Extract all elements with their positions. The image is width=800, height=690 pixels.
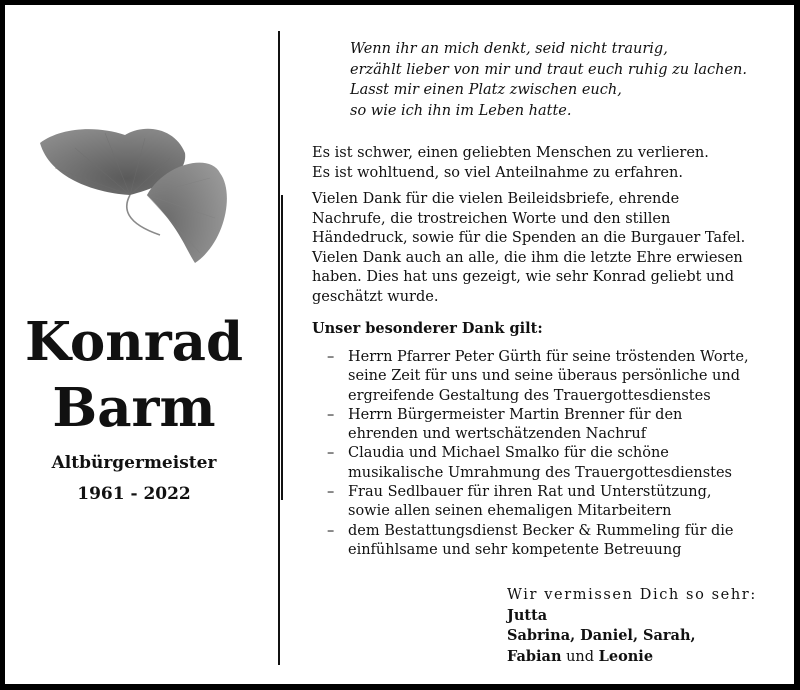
dash-bullet: – <box>327 522 335 539</box>
list-item-line: Claudia und Michael Smalko für die schöne <box>348 445 669 462</box>
thanks-line: Vielen Dank auch an alle, die ihm die letzte Ehre erwiesen <box>312 249 743 266</box>
thanks-paragraph <box>312 190 782 308</box>
poem-line: Lasst mir einen Platz zwischen euch, <box>350 82 622 98</box>
intro-line: Es ist wohltuend, so viel Anteilnahme zu erfahren. <box>312 164 683 181</box>
list-item <box>327 522 787 561</box>
deceased-years: 1961 - 2022 <box>77 484 191 504</box>
ginkgo-leaves-icon <box>35 123 255 268</box>
list-item-line: Frau Sedlbauer für ihren Rat und Unterstützung, <box>348 484 712 501</box>
dash-bullet: – <box>327 406 335 423</box>
special-thanks-heading: Unser besonderer Dank gilt: <box>312 320 543 337</box>
signature-names: Sabrina, Daniel, Sarah, <box>507 627 696 644</box>
list-item <box>327 348 787 406</box>
poem-line: Wenn ihr an mich denkt, seid nicht traurig, <box>350 41 668 57</box>
poem-line: erzählt lieber von mir und traut euch ruhig zu lachen. <box>350 61 747 78</box>
signature-name: Jutta <box>507 606 548 624</box>
deceased-last-name: Barm <box>52 377 216 439</box>
signature-und: und <box>566 648 595 665</box>
signature-name: Fabian <box>507 647 562 665</box>
signature-line: Wir vermissen Dich so sehr: <box>507 587 757 603</box>
divider-line-short <box>281 195 283 500</box>
list-item-line: ehrenden und wertschätzenden Nachruf <box>348 426 647 443</box>
thanks-line: Nachrufe, die trostreichen Worte und den stillen <box>312 210 671 227</box>
deceased-title: Altbürgermeister <box>51 453 217 473</box>
list-item <box>327 483 787 522</box>
list-item-line: dem Bestattungsdienst Becker & Rummeling für die <box>348 522 734 539</box>
thanks-line: Vielen Dank für die vielen Beileidsbriefe, ehrende <box>312 191 680 207</box>
intro-line: Es ist schwer, einen geliebten Menschen zu verlieren. <box>312 145 709 161</box>
list-item <box>327 444 787 483</box>
special-thanks-list <box>327 348 787 560</box>
deceased-first-name: Konrad <box>24 311 244 373</box>
thanks-line: geschätzt wurde. <box>312 288 439 305</box>
thanks-line: haben. Dies hat uns gezeigt, wie sehr Konrad geliebt und <box>312 269 735 286</box>
list-item-line: musikalische Umrahmung des Trauergottesdienstes <box>348 464 732 481</box>
list-item-line: seine Zeit für uns und seine überaus persönliche und <box>348 368 741 385</box>
dash-bullet: – <box>327 445 335 462</box>
signature-name: Leonie <box>598 647 654 665</box>
list-item-line: Herrn Pfarrer Peter Gürth für seine tröstenden Worte, <box>348 349 749 365</box>
obituary-notice <box>5 5 794 684</box>
dash-bullet: – <box>327 484 335 501</box>
list-item-line: ergreifende Gestaltung des Trauergottesdienstes <box>348 387 711 404</box>
dash-bullet: – <box>327 349 335 365</box>
poem-line: so wie ich ihn im Leben hatte. <box>350 102 572 119</box>
list-item <box>327 406 787 445</box>
thanks-line: Händedruck, sowie für die Spenden an die Burgauer Tafel. <box>312 230 746 247</box>
list-item-line: sowie allen seinen ehemaligen Mitarbeitern <box>348 503 672 520</box>
list-item-line: einfühlsame und sehr kompetente Betreuung <box>348 541 682 558</box>
signature <box>507 585 757 667</box>
poem <box>350 39 790 121</box>
intro-paragraph <box>312 144 782 183</box>
divider-line <box>278 31 280 665</box>
list-item-line: Herrn Bürgermeister Martin Brenner für den <box>348 406 683 423</box>
